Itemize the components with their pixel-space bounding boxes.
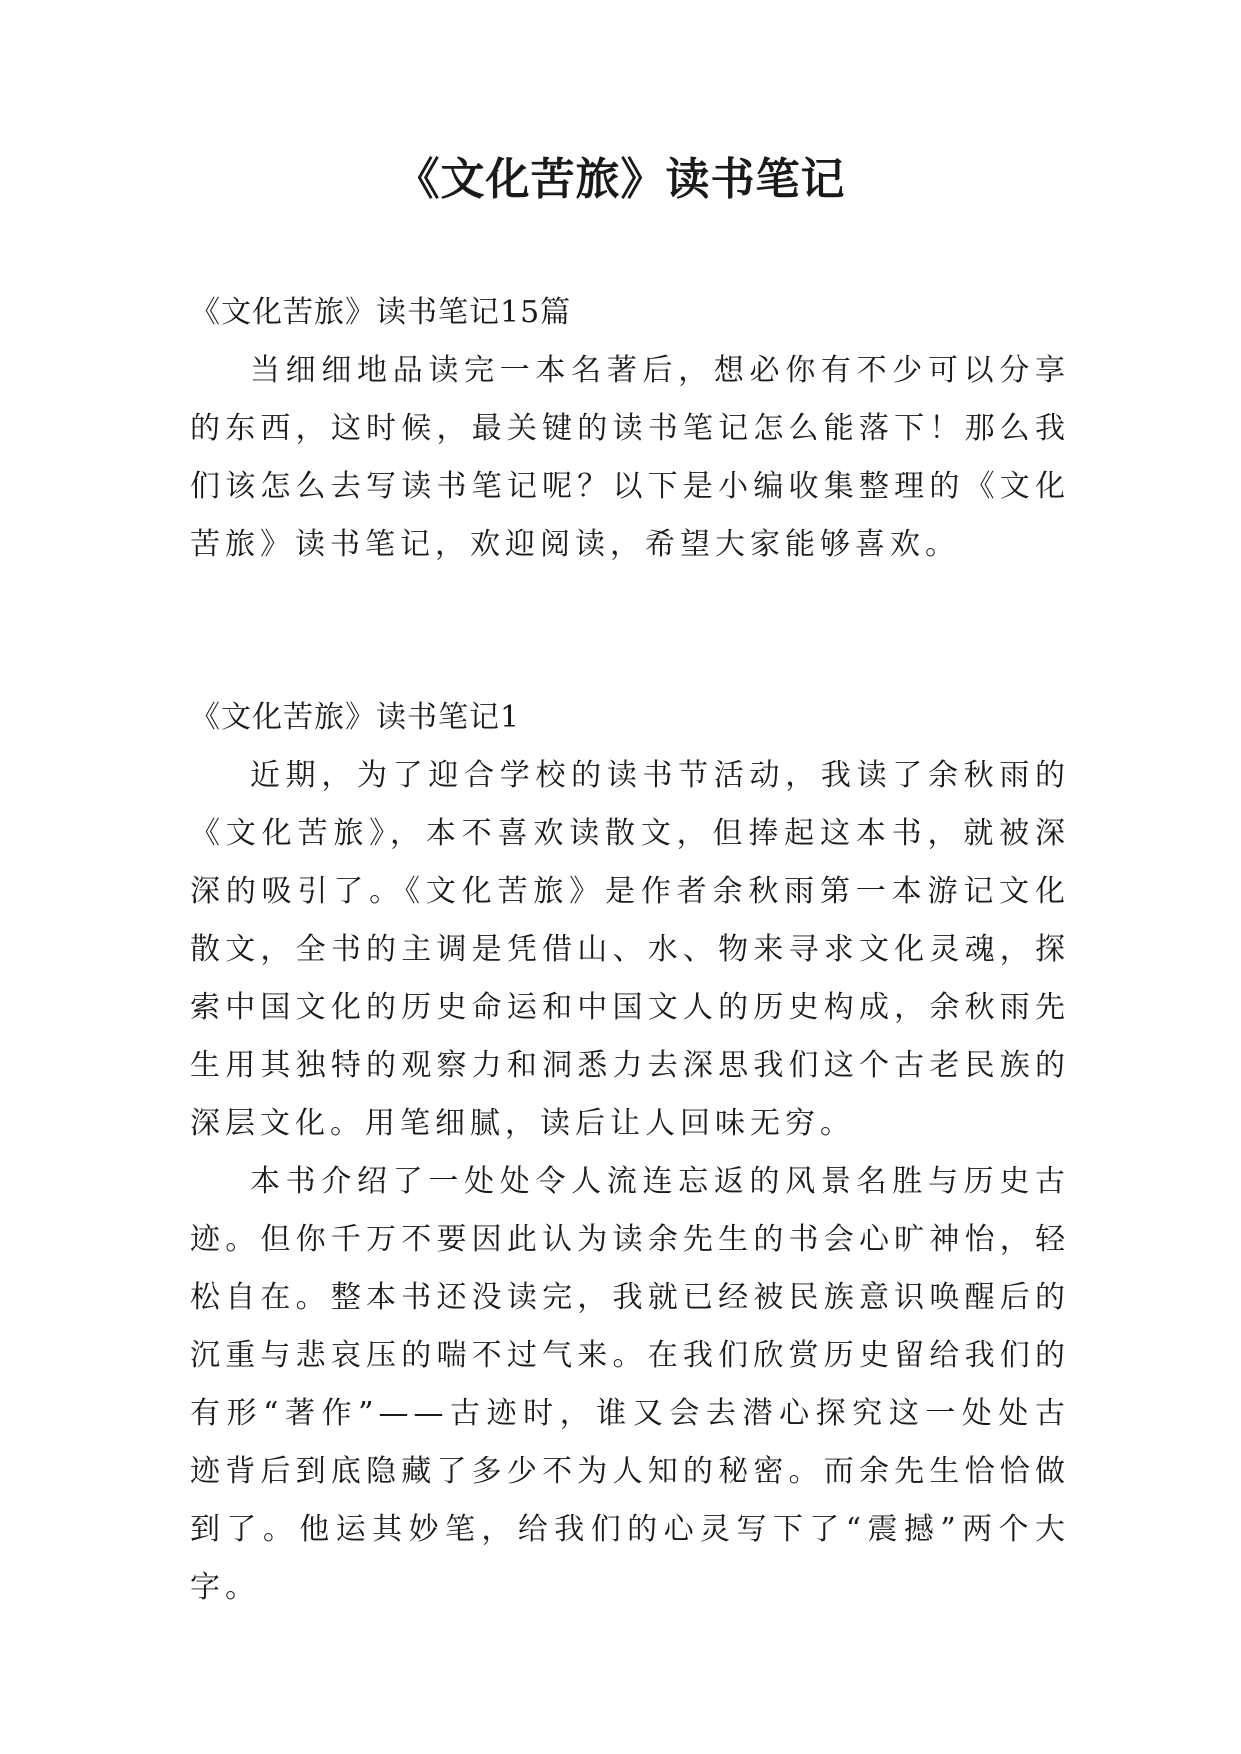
document-title: 《文化苦旅》读书笔记 bbox=[395, 154, 846, 205]
section-spacer bbox=[190, 574, 1070, 689]
section1-paragraph: 本书介绍了一处处令人流连忘返的风景名胜与历史古迹。但你千万不要因此认为读余先生的书会心旷神怡，轻松自在。整本书还没读完，我就已经被民族意识唤醒后的沉重与悲哀压的喘不过气来。在我们欣赏历史留给我们的有形“著作”——古迹时，谁又会去潜心探究这一处处古迹背后到底隐藏了多少不为人知的秘密。而余先生恰恰做到了。他运其妙笔，给我们的心灵写下了“震撼”两个大字。 bbox=[190, 1164, 1070, 1605]
document-body bbox=[190, 284, 1070, 1617]
intro-paragraph: 当细细地品读完一本名著后，想必你有不少可以分享的东西，这时候，最关键的读书笔记怎么能落下！那么我们该怎么去写读书笔记呢？以下是小编收集整理的《文化苦旅》读书笔记，欢迎阅读，希望大家能够喜欢。 bbox=[190, 353, 1070, 562]
section1-heading: 《文化苦旅》读书笔记1 bbox=[190, 700, 521, 735]
section1-paragraph: 近期，为了迎合学校的读书节活动，我读了余秋雨的《文化苦旅》，本不喜欢读散文，但捧起这本书，就被深深的吸引了。《文化苦旅》是作者余秋雨第一本游记文化散文，全书的主调是凭借山、水、物来寻求文化灵魂，探索中国文化的历史命运和中国文人的历史构成，余秋雨先生用其独特的观察力和洞悉力去深思我们这个古老民族的深层文化。用笔细腻，读后让人回味无穷。 bbox=[190, 758, 1070, 1141]
intro-heading: 《文化苦旅》读书笔记15篇 bbox=[190, 295, 572, 330]
